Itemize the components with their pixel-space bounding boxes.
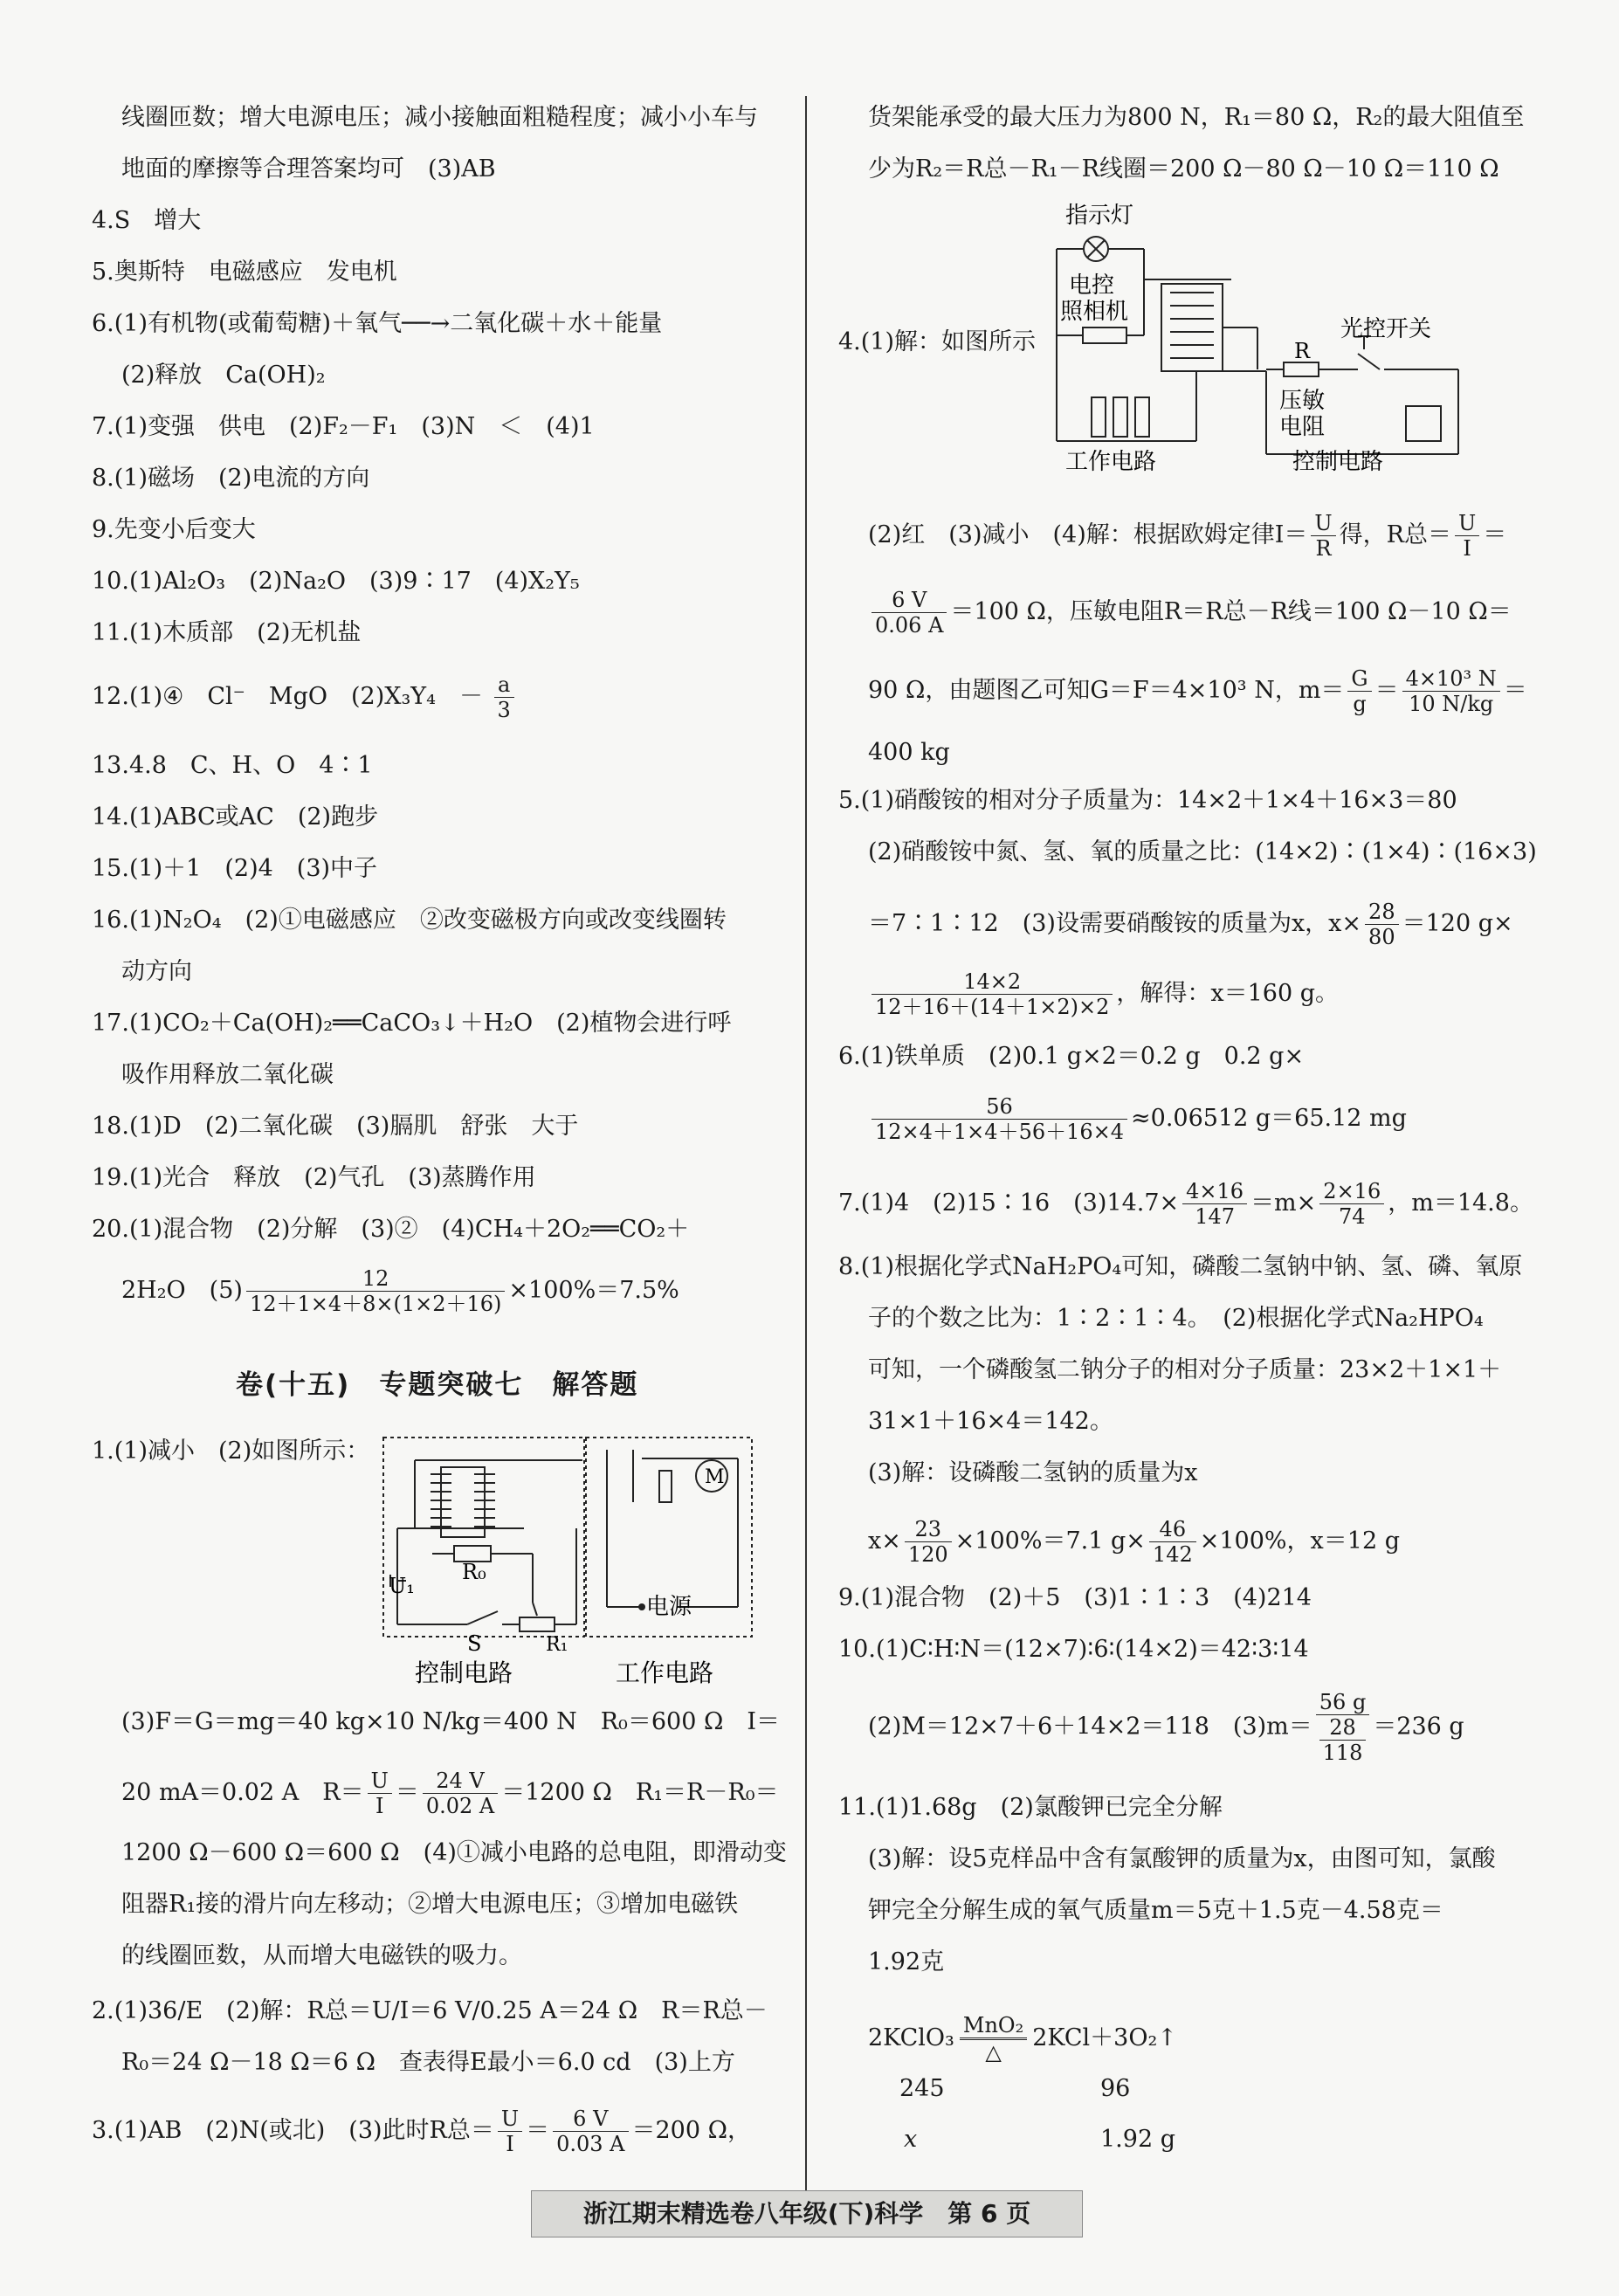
answer-17: 17.(1)CO₂＋Ca(OH)₂══CaCO₃↓＋H₂O (2)植物会进行呼 xyxy=(92,1010,732,1037)
numerator: 24 V xyxy=(423,1769,498,1794)
text: 得，R总＝ xyxy=(1339,521,1451,548)
fraction xyxy=(1311,511,1335,561)
text: ＝ xyxy=(1503,677,1527,704)
fraction xyxy=(423,1769,498,1818)
denominator: 10 N/kg xyxy=(1409,692,1494,716)
page-footer: 浙江期末精选卷八年级(下)科学 第 6 页 xyxy=(531,2190,1083,2237)
text-line: 的线圈匝数，从而增大电磁铁的吸力。 xyxy=(121,1942,522,1969)
fraction xyxy=(1316,1690,1370,1765)
solution-9: 9.(1)混合物 (2)＋5 (3)1∶1∶3 (4)214 xyxy=(838,1584,1312,1611)
numerator: G xyxy=(1347,666,1371,692)
text-line: 阻器R₁接的滑片向左移动；②增大电源电压；③增加电磁铁 xyxy=(121,1891,739,1918)
answer-16: 16.(1)N₂O₄ (2)①电磁感应 ②改变磁极方向或改变线圈转 xyxy=(92,907,727,934)
text: ×100%＝7.5% xyxy=(508,1277,679,1304)
fraction xyxy=(1149,1517,1196,1567)
text-line: 31×1＋16×4＝142。 xyxy=(868,1408,1113,1435)
text-line: 吸作用释放二氧化碳 xyxy=(121,1061,334,1088)
text: ＝236 g xyxy=(1373,1713,1464,1741)
answer-5: 5.奥斯特 电磁感应 发电机 xyxy=(92,259,397,286)
text: 2KCl＋3O₂↑ xyxy=(1032,2024,1177,2051)
label-indicator-lamp: 指示灯 xyxy=(1065,203,1134,229)
text: x× xyxy=(868,1527,901,1555)
fraction xyxy=(905,1517,952,1567)
denominator: 142 xyxy=(1152,1542,1193,1567)
formula-line xyxy=(838,666,1527,716)
fraction xyxy=(494,672,514,722)
fraction xyxy=(553,2106,628,2156)
solution-11: 11.(1)1.68g (2)氯酸钾已完全分解 xyxy=(838,1794,1223,1821)
text-line: 可知，一个磷酸氢二钠分子的相对分子质量：23×2＋1×1＋ xyxy=(868,1356,1502,1383)
numerator: 23 xyxy=(905,1517,952,1542)
label-r0: R₀ xyxy=(462,1560,486,1584)
numerator: 28 xyxy=(1365,900,1399,925)
fraction xyxy=(1402,666,1500,716)
fraction xyxy=(1182,1179,1247,1229)
numerator: 2×16 xyxy=(1319,1179,1384,1204)
denominator: I xyxy=(506,2132,514,2156)
denominator: I xyxy=(375,1794,384,1818)
numerator: 46 xyxy=(1149,1517,1196,1542)
text: ＝7∶1∶12 (3)设需要硝酸铵的质量为x，x× xyxy=(868,910,1362,937)
fraction xyxy=(1455,511,1479,561)
label-light-switch: 光控开关 xyxy=(1340,316,1432,342)
value: 245 xyxy=(899,2075,945,2102)
value: x xyxy=(904,2126,918,2153)
camera xyxy=(1083,328,1126,343)
resistor-r1 xyxy=(520,1617,555,1631)
text: 2H₂O (5) xyxy=(121,1277,243,1304)
column-divider xyxy=(805,96,807,2210)
value: 1.92 g xyxy=(1100,2126,1175,2153)
denominator: 0.03 A xyxy=(556,2132,625,2156)
numerator: U xyxy=(1311,511,1335,536)
numerator: 4×10³ N xyxy=(1402,666,1500,692)
fraction xyxy=(368,1769,392,1818)
denominator xyxy=(1316,1715,1370,1765)
answer-11: 11.(1)木质部 (2)无机盐 xyxy=(92,619,362,646)
denominator: 12＋1×4＋8×(1×2＋16) xyxy=(249,1292,502,1316)
solution-7 xyxy=(838,1179,1533,1229)
label-s: S xyxy=(467,1631,482,1656)
solution-4: 4.(1)解：如图所示 xyxy=(838,328,1037,355)
denominator: 12×4＋1×4＋56＋16×4 xyxy=(875,1120,1125,1144)
numerator: U xyxy=(1455,511,1479,536)
circuit-diagram-1 xyxy=(380,1432,764,1686)
label-power-source: 电源 xyxy=(646,1594,692,1620)
text: 2KClO₃ xyxy=(868,2024,954,2051)
formula-line xyxy=(838,900,1513,949)
numerator: 6 V xyxy=(553,2106,628,2132)
answer-19: 19.(1)光合 释放 (2)气孔 (3)蒸腾作用 xyxy=(92,1164,536,1191)
formula-line xyxy=(92,1769,779,1818)
denominator: 120 xyxy=(907,1542,948,1567)
answer-4: 4.S 增大 xyxy=(92,207,202,234)
condition: △ xyxy=(985,2040,1002,2065)
answer-20: 20.(1)混合物 (2)分解 (3)② (4)CH₄＋2O₂══CO₂＋ xyxy=(92,1216,690,1243)
formula-line xyxy=(838,1094,1407,1144)
solution-1: 1.(1)减小 (2)如图所示： xyxy=(92,1438,370,1465)
label-work-circuit: 工作电路 xyxy=(1065,449,1157,475)
text-line: 动方向 xyxy=(121,958,192,985)
label-r1: R₁ xyxy=(546,1634,568,1656)
numerator: a xyxy=(494,672,514,698)
numerator: 56 xyxy=(872,1094,1127,1120)
text: (2)红 (3)减小 (4)解：根据欧姆定律I＝ xyxy=(868,521,1308,548)
numerator: 4×16 xyxy=(1182,1179,1247,1204)
text-line: (2)释放 Ca(OH)₂ xyxy=(121,362,326,389)
text-line: 地面的摩擦等合理答案均可 (3)AB xyxy=(121,155,496,183)
answer-10: 10.(1)Al₂O₃ (2)Na₂O (3)9∶17 (4)X₂Y₅ xyxy=(92,568,580,595)
text: ＝100 Ω，压敏电阻R＝R总－R线＝100 Ω－10 Ω＝ xyxy=(950,598,1512,625)
text-line: 少为R₂＝R总－R₁－R线圈＝200 Ω－80 Ω－10 Ω＝110 Ω xyxy=(868,155,1499,183)
fraction xyxy=(872,969,1113,1019)
sub-denominator: 118 xyxy=(1322,1741,1363,1765)
text: ＝120 g× xyxy=(1402,910,1513,937)
answer-18: 18.(1)D (2)二氧化碳 (3)膈肌 舒张 大于 xyxy=(92,1113,579,1140)
text: 90 Ω，由题图乙可知G＝F＝4×10³ N，m＝ xyxy=(868,677,1345,704)
formula-line xyxy=(838,1690,1464,1765)
circuit-diagram-4 xyxy=(1039,197,1493,476)
formula-line xyxy=(92,1266,679,1316)
text: ＝ xyxy=(1483,521,1507,548)
text: ≈0.06512 g＝65.12 mg xyxy=(1131,1105,1407,1132)
answer-8: 8.(1)磁场 (2)电流的方向 xyxy=(92,465,370,492)
fraction xyxy=(498,2106,522,2156)
text: 7.(1)4 (2)15∶16 (3)14.7× xyxy=(838,1189,1180,1217)
text: (2)M＝12×7＋6＋14×2＝118 (3)m＝ xyxy=(868,1713,1312,1741)
denominator: 147 xyxy=(1195,1204,1235,1229)
resistor-r xyxy=(1284,362,1319,376)
text: 12.(1)④ Cl⁻ MgO (2)X₃Y₄ － xyxy=(92,683,483,710)
label-pressure-1: 压敏 xyxy=(1279,388,1326,414)
fraction xyxy=(246,1266,505,1316)
denominator: 3 xyxy=(497,698,511,722)
fraction xyxy=(1365,900,1399,949)
solution-6: 6.(1)铁单质 (2)0.1 g×2＝0.2 g 0.2 g× xyxy=(838,1043,1305,1070)
denominator: 0.06 A xyxy=(875,613,944,638)
catalyst: MnO₂ xyxy=(960,2013,1027,2040)
fraction xyxy=(1319,1179,1384,1229)
text: ＝ xyxy=(395,1779,419,1806)
answer-7: 7.(1)变强 供电 (2)F₂－F₁ (3)N ＜ (4)1 xyxy=(92,413,595,440)
text: ＝ xyxy=(526,2117,550,2144)
solution-2: 2.(1)36/E (2)解：R总＝U/I＝6 V/0.25 A＝24 Ω R＝R总－ xyxy=(92,1997,768,2024)
solution-8: 8.(1)根据化学式NaH₂PO₄可知，磷酸二氢钠中钠、氢、磷、氧原 xyxy=(838,1253,1523,1280)
numerator: 56 g xyxy=(1316,1690,1370,1715)
fraction xyxy=(1347,666,1371,716)
text-line: (2)硝酸铵中氮、氢、氧的质量之比：(14×2)∶(1×4)∶(16×3) xyxy=(868,838,1537,865)
label-u1: U₁ xyxy=(389,1574,415,1598)
answer-6: 6.(1)有机物(或葡萄糖)＋氧气──→二氧化碳＋水＋能量 xyxy=(92,310,663,337)
label-pressure-2: 电阻 xyxy=(1279,414,1326,440)
solution-3 xyxy=(92,2106,751,2156)
numerator: U xyxy=(498,2106,522,2132)
denominator: R xyxy=(1315,536,1332,561)
fraction xyxy=(872,1094,1127,1144)
denominator: 0.02 A xyxy=(425,1794,495,1818)
solution-5: 5.(1)硝酸铵的相对分子质量为：14×2＋1×4＋16×3＝80 xyxy=(838,787,1457,814)
text-line: 线圈匝数；增大电源电压；减小接触面粗糙程度；减小小车与 xyxy=(121,104,758,131)
denominator: I xyxy=(1463,536,1471,561)
text: 3.(1)AB (2)N(或北) (3)此时R总＝ xyxy=(92,2117,494,2144)
denominator: g xyxy=(1353,692,1367,716)
text-line: 1200 Ω－600 Ω＝600 Ω (4)①减小电路的总电阻，即滑动变 xyxy=(121,1839,787,1866)
label-control-circuit: 控制电路 xyxy=(415,1658,513,1686)
text-line: R₀＝24 Ω－18 Ω＝6 Ω 查表得E最小＝6.0 cd (3)上方 xyxy=(121,2049,735,2076)
text-line: (3)F＝G＝mg＝40 kg×10 N/kg＝400 N R₀＝600 Ω I＝ xyxy=(121,1708,781,1735)
formula-line xyxy=(838,588,1512,638)
text-line: 货架能承受的最大压力为800 N，R₁＝80 Ω，R₂的最大阻值至 xyxy=(868,104,1525,131)
denominator: 74 xyxy=(1338,1204,1366,1229)
denominator: 12＋16＋(14＋1×2)×2 xyxy=(875,995,1110,1019)
numerator: 12 xyxy=(246,1266,505,1292)
text: ×100%，x＝12 g xyxy=(1199,1527,1400,1555)
label-r: R xyxy=(1294,339,1311,363)
label-camera-2: 照相机 xyxy=(1060,299,1129,325)
numerator: U xyxy=(368,1769,392,1794)
section-title: 卷(十五) 专题突破七 解答题 xyxy=(236,1369,639,1401)
text: ＝m× xyxy=(1250,1189,1317,1217)
text: ＝1200 Ω R₁＝R－R₀＝ xyxy=(501,1779,779,1806)
formula-line xyxy=(838,1517,1400,1567)
text-line: (3)解：设5克样品中含有氯酸钾的质量为x，由图可知，氯酸 xyxy=(868,1845,1496,1872)
text-line: 1.92克 xyxy=(868,1948,945,1975)
text-line: (3)解：设磷酸二氢钠的质量为x xyxy=(868,1459,1198,1486)
text: ×100%＝7.1 g× xyxy=(954,1527,1146,1555)
answer-13: 13.4.8 C、H、O 4∶1 xyxy=(92,752,373,779)
text-line: 子的个数之比为：1∶2∶1∶4。 (2)根据化学式Na₂HPO₄ xyxy=(868,1305,1484,1332)
label-motor: M xyxy=(705,1466,725,1488)
formula-line xyxy=(838,511,1506,561)
label-control-circuit: 控制电路 xyxy=(1292,449,1384,475)
reaction-arrow xyxy=(960,2013,1027,2065)
answer-14: 14.(1)ABC或AC (2)跑步 xyxy=(92,803,379,831)
fraction xyxy=(872,588,947,638)
text: ，解得：x＝160 g。 xyxy=(1116,980,1340,1007)
solution-10: 10.(1)C∶H∶N＝(12×7)∶6∶(14×2)＝42∶3∶14 xyxy=(838,1636,1309,1663)
label-camera-1: 电控 xyxy=(1069,272,1115,299)
answer-12 xyxy=(92,672,518,722)
label-work-circuit: 工作电路 xyxy=(616,1658,714,1686)
denominator: 80 xyxy=(1368,925,1395,949)
formula-line xyxy=(838,969,1339,1019)
numerator: 14×2 xyxy=(872,969,1113,995)
sub-numerator: 28 xyxy=(1319,1715,1367,1741)
chemical-equation xyxy=(838,2013,1177,2065)
answer-15: 15.(1)＋1 (2)4 (3)中子 xyxy=(92,855,378,882)
text-line: 400 kg xyxy=(868,739,950,766)
text: 20 mA＝0.02 A R＝ xyxy=(121,1779,364,1806)
text: ，m＝14.8。 xyxy=(1388,1189,1533,1217)
answer-9: 9.先变小后变大 xyxy=(92,516,256,543)
battery xyxy=(1406,406,1441,441)
text: ＝ xyxy=(1374,677,1399,704)
text-line: 钾完全分解生成的氧气质量m＝5克＋1.5克－4.58克＝ xyxy=(868,1897,1443,1924)
value: 96 xyxy=(1100,2075,1131,2102)
numerator: 6 V xyxy=(872,588,947,613)
text: ＝200 Ω， xyxy=(631,2117,752,2144)
